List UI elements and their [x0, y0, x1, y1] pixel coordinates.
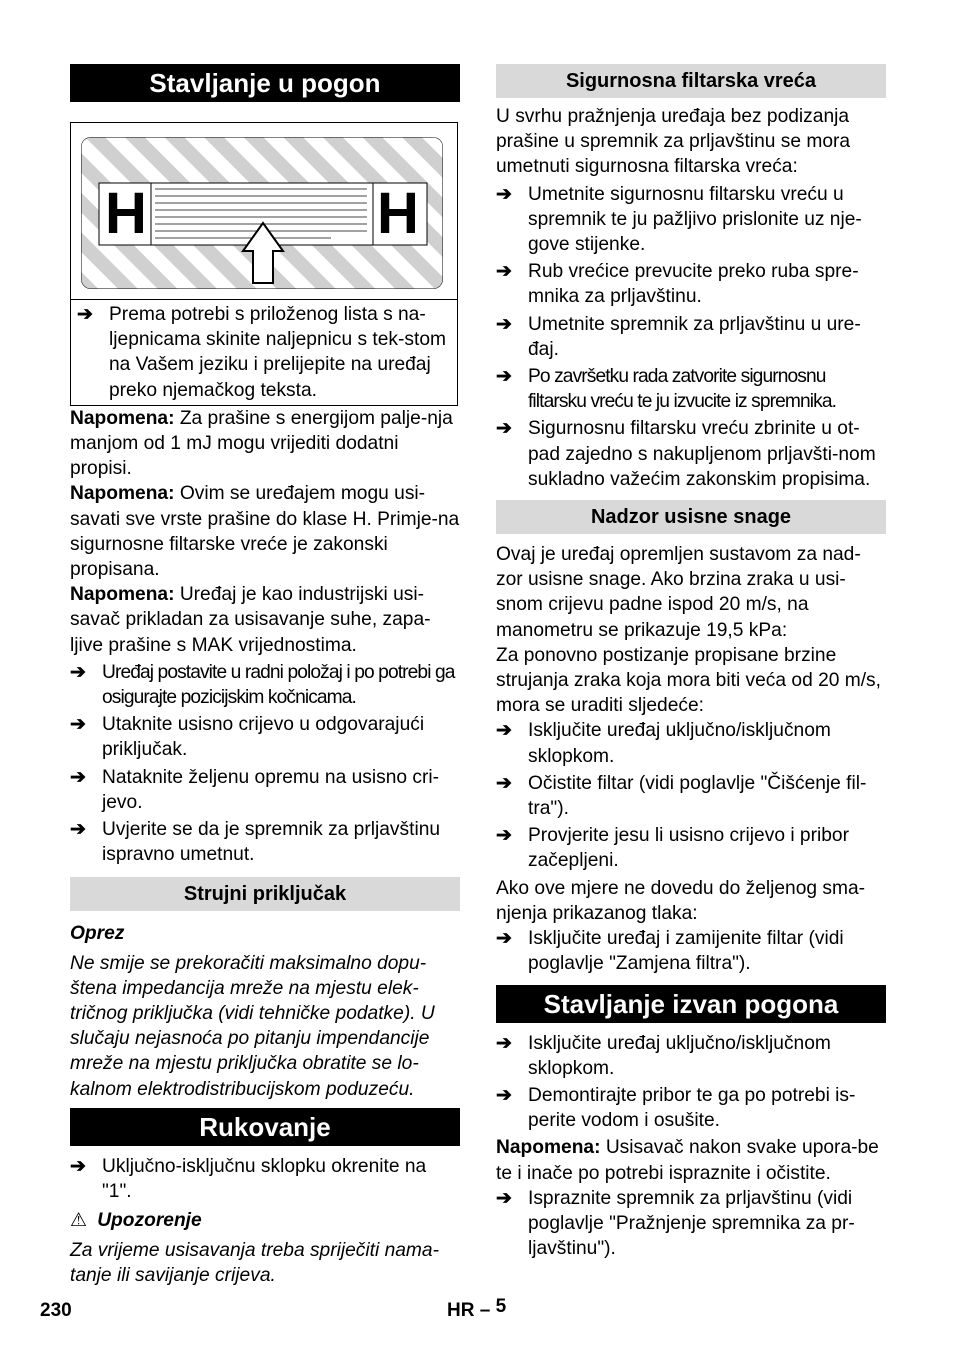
arrow-icon: ➔	[496, 720, 512, 742]
note-paragraph: Napomena: Uređaj je kao industrijski usi-savač prikladan za usisavanje suhe, zapa-ljive prašine s MAK vrijednostima.	[70, 584, 431, 656]
list-item: ➔ Isključite uređaj uključno/isključnom sklopkom.	[496, 1031, 886, 1081]
list-item: ➔ Uvjerite se da je spremnik za prljavštinu ispravno umetnut.	[70, 817, 460, 867]
list-item: ➔ Umetnite sigurnosnu filtarsku vreću u spremnik te ju pažljivo prislonite uz nje-gove stijenke.	[496, 182, 886, 258]
list-item: ➔ Očistite filtar (vidi poglavlje "Čišćenje fil-tra").	[496, 771, 886, 821]
list-item: ➔ Umetnite spremnik za prljavštinu u ure-đaj.	[496, 312, 886, 362]
label-illustration	[71, 123, 457, 299]
heading-strujni-prikljucak: Strujni priključak	[70, 877, 460, 911]
caution-text: Ne smije se prekoračiti maksimalno dopu-štena impedancija mreže na mjestu elek-tričnog priključka (vidi tehničke podatke). U slučaju nejasnoća po pitanju impendancije mreže na mjestu priključka obratite se lo-kalnom elektrodistribucijskom poduzeću.	[70, 952, 435, 1100]
arrow-icon: ➔	[496, 928, 512, 950]
arrow-icon: ➔	[496, 183, 512, 205]
heading-sigurnosna-filtarska-vreca: Sigurnosna filtarska vreća	[496, 64, 886, 98]
bag-intro: U svrhu pražnjenja uređaja bez podizanja prašine u spremnik za prljavštinu se mora umetnuti sigurnosna filtarska vreća:	[496, 106, 851, 178]
hazard-class-letter-left: H	[105, 181, 147, 246]
list-item: ➔ Utaknite usisno crijevo u odgovarajući priključak.	[70, 712, 460, 762]
startup-steps	[70, 660, 460, 868]
warning-heading: ⚠ Upozorenje	[70, 1210, 202, 1232]
suction-paragraph: Za ponovno postizanje propisane brzine strujanja zraka koja mora biti veća od 20 m/s, mora se uraditi sljedeće:	[496, 644, 881, 717]
list-item: ➔ Rub vrećice prevucite preko ruba spre-mnika za prljavštinu.	[496, 259, 886, 309]
suction-paragraph: Ovaj je uređaj opremljen sustavom za nad-zor usisne snage. Ako brzina zraka u usi-snom crijevu padne ispod 20 m/s, na manometru se prikazuje 19,5 kPa:	[496, 544, 861, 641]
list-item: ➔ Prema potrebi s priloženog lista s na-ljepnicama skinite naljepnicu s tek-stom na Vašem jeziku i prelijepite na uređaj preko njemačkog teksta.	[77, 302, 451, 403]
heading-stavljanje-u-pogon: Stavljanje u pogon	[70, 64, 460, 102]
notes	[70, 406, 460, 658]
list-item: ➔ Isključite uređaj uključno/isključnom sklopkom.	[496, 718, 886, 768]
note-paragraph: Napomena: Ovim se uređajem mogu usi-savati sve vrste prašine do klase H. Primje-na sigurnosne filtarske vreće je zakonski propisana.	[70, 483, 460, 581]
arrow-icon: ➔	[496, 418, 512, 440]
hazard-class-letter-right: H	[377, 181, 419, 246]
heading-rukovanje: Rukovanje	[70, 1108, 460, 1146]
arrow-icon: ➔	[70, 661, 86, 683]
arrow-icon: ➔	[70, 766, 86, 788]
heading-nadzor-usisne-snage: Nadzor usisne snage	[496, 500, 886, 534]
list-item: ➔ Po završetku rada zatvorite sigurnosnu filtarsku vreću te ju izvucite iz spremnika.	[496, 364, 886, 414]
arrow-icon: ➔	[496, 1084, 512, 1106]
list-item: ➔ Uređaj postavite u radni položaj i po potrebi ga osigurajte pozicijskim kočnicama.	[70, 660, 460, 710]
warning-text: Za vrijeme usisavanja treba spriječiti nama-tanje ili savijanje crijeva.	[70, 1239, 439, 1286]
warning-icon: ⚠	[70, 1210, 88, 1232]
label-instruction-box	[71, 299, 457, 405]
arrow-icon: ➔	[496, 366, 512, 388]
list-item: ➔ Isključite uređaj i zamijenite filtar (vidi poglavlje "Zamjena filtra").	[496, 926, 886, 976]
right-column	[496, 64, 886, 1261]
arrow-icon: ➔	[496, 1032, 512, 1054]
note-paragraph: Napomena: Za prašine s energijom palje-nja manjom od 1 mJ mogu vrijediti dodatni propisi.	[70, 407, 453, 480]
arrow-icon: ➔	[496, 1187, 512, 1209]
heading-stavljanje-izvan-pogona: Stavljanje izvan pogona	[496, 985, 886, 1023]
arrow-icon: ➔	[70, 714, 86, 736]
list-item: ➔ Nataknite željenu opremu na usisno cri-jevo.	[70, 765, 460, 815]
list-item: ➔ Provjerite jesu li usisno crijevo i pribor začepljeni.	[496, 823, 886, 873]
caution-label: Oprez	[70, 923, 125, 945]
list-item: ➔ Demontirajte pribor te ga po potrebi is-perite vodom i osušite.	[496, 1083, 886, 1133]
page-language-label: HR – 5	[447, 1296, 507, 1321]
arrow-icon: ➔	[496, 313, 512, 335]
arrow-icon: ➔	[77, 304, 93, 325]
arrow-icon: ➔	[496, 261, 512, 283]
arrow-icon: ➔	[70, 1155, 86, 1177]
page-number: 230	[40, 1300, 72, 1321]
list-item: ➔ Sigurnosnu filtarsku vreću zbrinite u ot-pad zajedno s nakupljenom prljavšti-nom sukladno važećim zakonskim propisima.	[496, 416, 886, 492]
suction-paragraph: Ako ove mjere ne dovedu do željenog sma-njenja prikazanog tlaka:	[496, 877, 866, 924]
arrow-icon: ➔	[496, 772, 512, 794]
list-item: ➔ Uključno-isključnu sklopku okrenite na "1".	[70, 1154, 460, 1204]
list-item: ➔ Ispraznite spremnik za prljavštinu (vidi poglavlje "Pražnjenje spremnika za pr-ljavštinu").	[496, 1186, 886, 1262]
left-column	[70, 64, 460, 1288]
note-paragraph: Napomena: Usisavač nakon svake upora-be te i inače po potrebi ispraznite i očistite.	[496, 1137, 879, 1184]
arrow-icon: ➔	[70, 819, 86, 841]
arrow-icon: ➔	[496, 825, 512, 847]
label-figure-frame	[70, 122, 458, 406]
